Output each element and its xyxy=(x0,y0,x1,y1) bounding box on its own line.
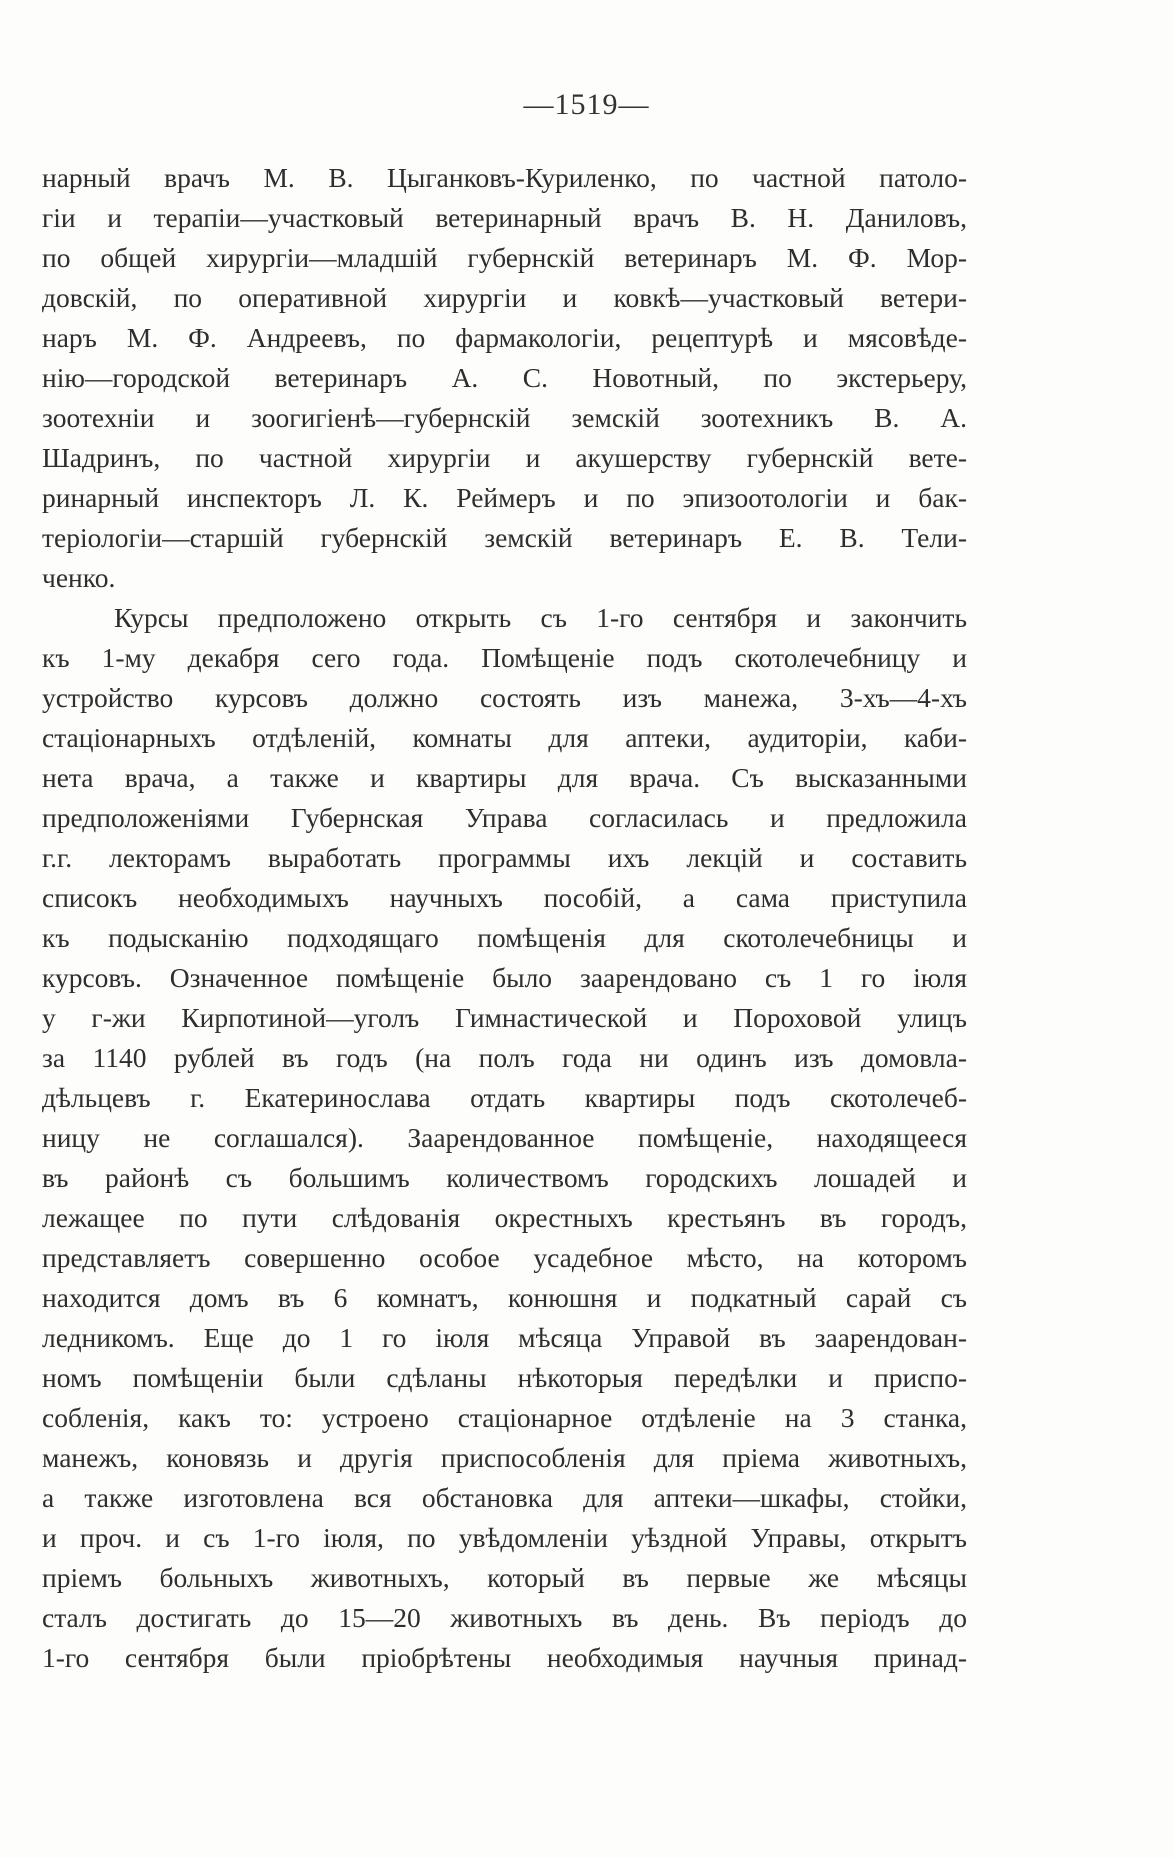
text-line: за 1140 рублей въ годъ (на полъ года ни одинъ изъ домовла- xyxy=(42,1042,967,1073)
text-line: Шадринъ, по частной хирургіи и акушерству губернскій вете- xyxy=(42,442,967,473)
text-line: собленія, какъ то: устроено стаціонарное отдѣленіе на 3 станка, xyxy=(42,1402,967,1433)
text-line: 1-го сентября были пріобрѣтены необходимыя научныя принад- xyxy=(42,1642,967,1673)
text-line: дѣльцевъ г. Екатеринослава отдать квартиры подъ скотолечеб- xyxy=(42,1082,967,1113)
text-line: пріемъ больныхъ животныхъ, который въ первые же мѣсяцы xyxy=(42,1562,967,1593)
paragraph-1 xyxy=(42,158,967,598)
text-line: предположеніями Губернская Управа согласилась и предложила xyxy=(42,802,967,833)
text-line: нію—городской ветеринаръ А. С. Новотный, по экстерьеру, xyxy=(42,362,967,393)
text-line: ницу не соглашался). Заарендованное помѣщеніе, находящееся xyxy=(42,1122,967,1153)
text-line: находится домъ въ 6 комнатъ, конюшня и подкатный сарай съ xyxy=(42,1282,967,1313)
text-line: въ районѣ съ большимъ количествомъ городскихъ лошадей и xyxy=(42,1162,967,1193)
text-line: г.г. лекторамъ выработать программы ихъ лекцій и составить xyxy=(42,842,967,873)
text-line: нета врача, а также и квартиры для врача. Съ высказанными xyxy=(42,762,967,793)
text-line: ченко. xyxy=(42,562,116,593)
text-line: курсовъ. Означенное помѣщеніе было заарендовано съ 1 го іюля xyxy=(42,962,967,993)
text-line: довскій, по оперативной хирургіи и ковкѣ—участковый ветери- xyxy=(42,282,967,313)
text-line: зоотехніи и зоогигіенѣ—губернскій земскій зоотехникъ В. А. xyxy=(42,402,967,433)
body-text xyxy=(42,158,967,1678)
text-line: Курсы предположено открыть съ 1-го сентября и закончить xyxy=(114,602,967,633)
text-line: а также изготовлена вся обстановка для аптеки—шкафы, стойки, xyxy=(42,1482,967,1513)
text-line: теріологіи—старшій губернскій земскій ветеринаръ Е. В. Тели- xyxy=(42,522,967,553)
text-line: ринарный инспекторъ Л. К. Реймеръ и по эпизоотологіи и бак- xyxy=(42,482,967,513)
paragraph-2 xyxy=(42,598,967,1678)
text-line: гіи и терапіи—участковый ветеринарный врачъ В. Н. Даниловъ, xyxy=(42,202,967,233)
text-line: списокъ необходимыхъ научныхъ пособій, а сама приступила xyxy=(42,882,967,913)
text-line: и проч. и съ 1-го іюля, по увѣдомленіи уѣздной Управы, открытъ xyxy=(42,1522,967,1553)
text-line: ледникомъ. Еще до 1 го іюля мѣсяца Управой въ заарендован- xyxy=(42,1322,967,1353)
text-line: лежащее по пути слѣдованія окрестныхъ крестьянъ въ городъ, xyxy=(42,1202,967,1233)
text-line: стаціонарныхъ отдѣленій, комнаты для аптеки, аудиторіи, каби- xyxy=(42,722,967,753)
text-line: манежъ, коновязь и другія приспособленія для пріема животныхъ, xyxy=(42,1442,967,1473)
text-line: у г-жи Кирпотиной—уголъ Гимнастической и Пороховой улицъ xyxy=(42,1002,967,1033)
text-line: сталъ достигать до 15—20 животныхъ въ день. Въ періодъ до xyxy=(42,1602,967,1633)
text-line: къ подысканію подходящаго помѣщенія для скотолечебницы и xyxy=(42,922,967,953)
text-line: устройство курсовъ должно состоять изъ манежа, 3-хъ—4-хъ xyxy=(42,682,967,713)
text-line: наръ М. Ф. Андреевъ, по фармакологіи, рецептурѣ и мясовѣде- xyxy=(42,322,967,353)
text-line: представляетъ совершенно особое усадебное мѣсто, на которомъ xyxy=(42,1242,967,1273)
text-line: нарный врачъ М. В. Цыганковъ-Куриленко, по частной патоло- xyxy=(42,162,967,193)
page-number: —1519— xyxy=(523,88,650,121)
text-line: къ 1-му декабря сего года. Помѣщеніе подъ скотолечебницу и xyxy=(42,642,967,673)
text-line: номъ помѣщеніи были сдѣланы нѣкоторыя передѣлки и приспо- xyxy=(42,1362,967,1393)
text-line: по общей хирургіи—младшій губернскій ветеринаръ М. Ф. Мор- xyxy=(42,242,967,273)
